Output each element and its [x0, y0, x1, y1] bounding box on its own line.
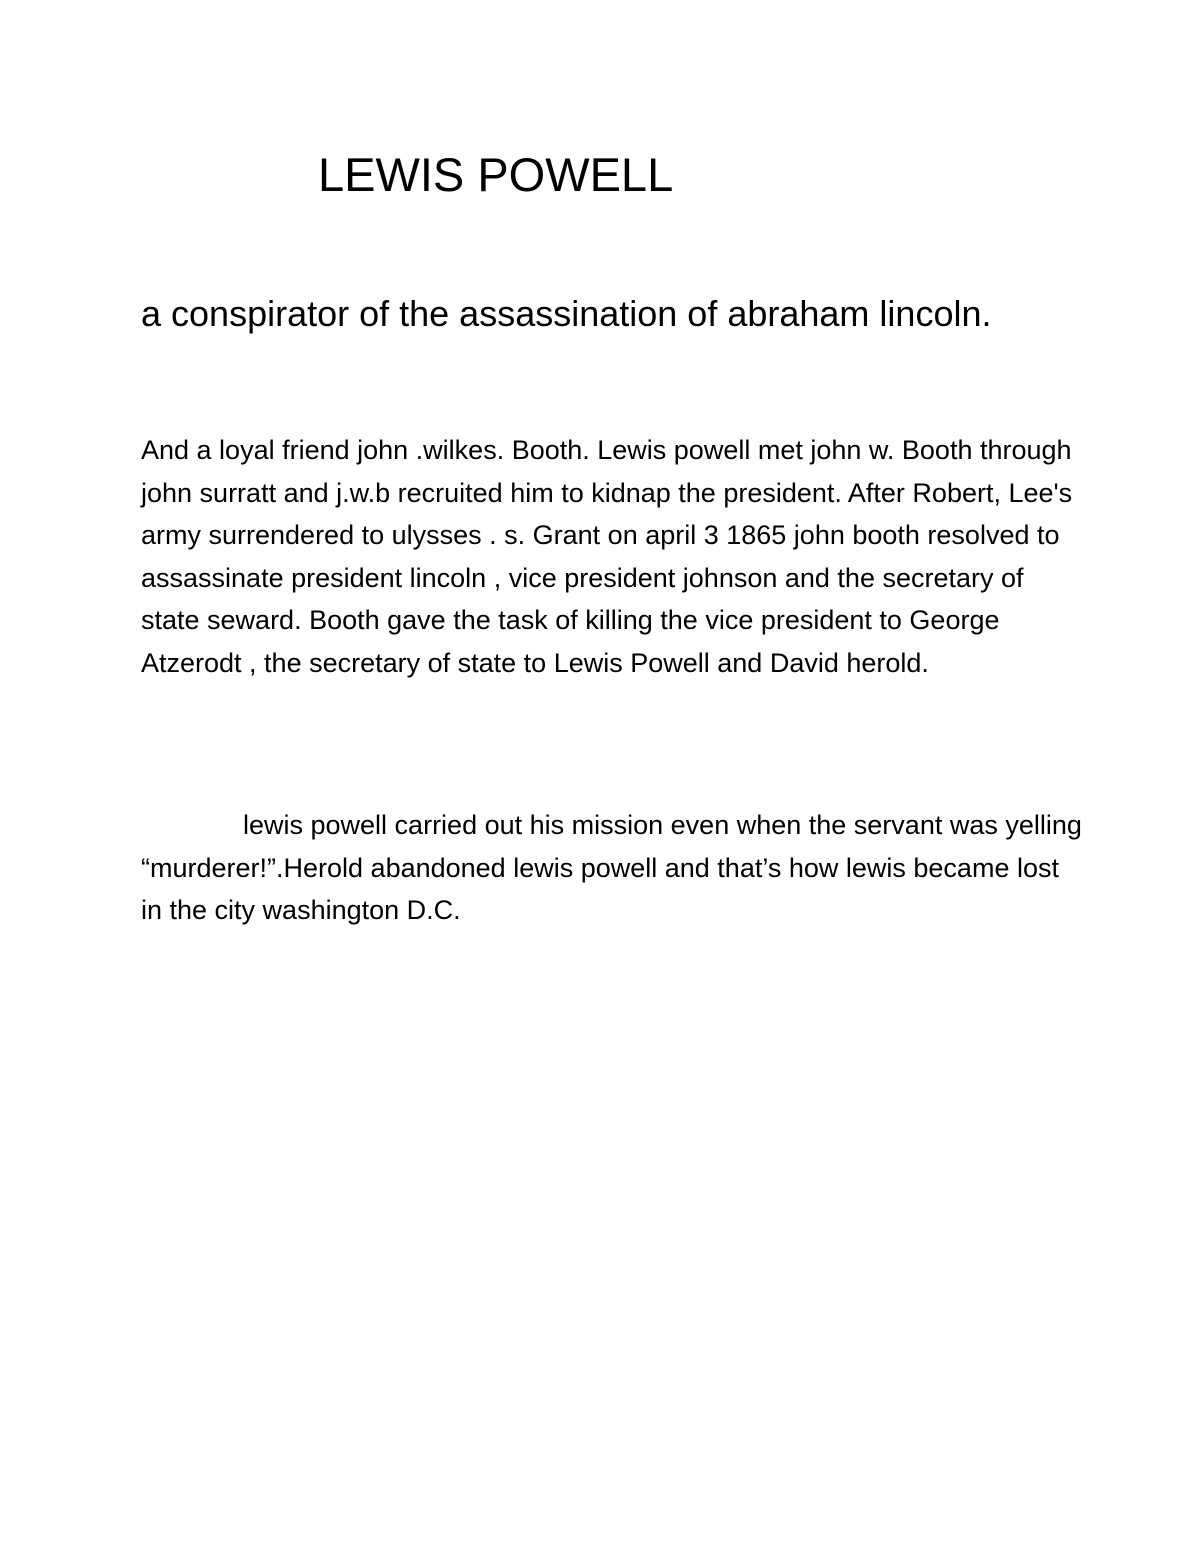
paragraph-2: lewis powell carried out his mission even when the servant was yelling “murderer!”.Herold abandoned lewis powell and that’s how lewis became lost in the city washington D.C.	[141, 810, 1082, 925]
subtitle: a conspirator of the assassination of abraham lincoln.	[141, 293, 992, 334]
page-title: LEWIS POWELL	[318, 148, 674, 201]
paragraph-1: And a loyal friend john .wilkes. Booth. Lewis powell met john w. Booth through john surratt and j.w.b recruited him to kidnap the president. After Robert, Lee's army surrendered to ulysses . s. Grant on april 3 1865 john booth resolved to assassinate president lincoln , vice president johnson and the secretary of state seward. Booth gave the task of killing the vice president to George Atzerodt , the secretary of state to Lewis Powell and David herold.	[141, 435, 1073, 678]
